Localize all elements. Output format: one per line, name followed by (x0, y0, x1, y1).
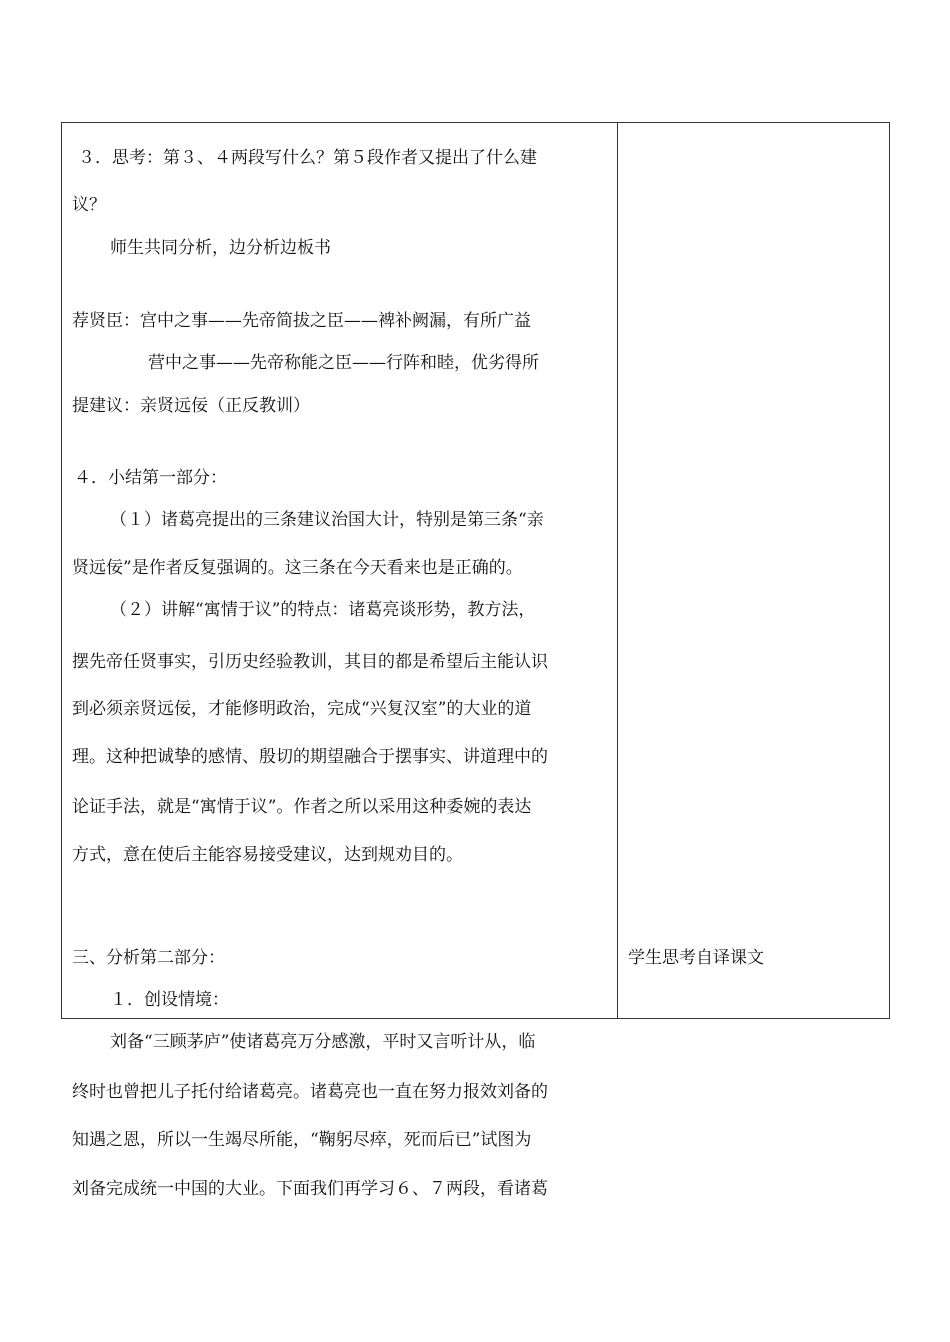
text-line: 荐贤臣：宫中之事——先帝简拔之臣——裨补阙漏，有所广益 (72, 311, 531, 331)
text-line: 知遇之恩，所以一生竭尽所能，“鞠躬尽瘁，死而后已”试图为 (72, 1130, 532, 1150)
student-activity-note: 学生思考自译课文 (628, 948, 764, 968)
text-line: 刘备完成统一中国的大业。下面我们再学习６、７两段，看诸葛 (72, 1179, 548, 1199)
text-line: （１）诸葛亮提出的三条建议治国大计，特别是第三条“亲 (110, 510, 544, 530)
text-line: 提建议：亲贤远佞（正反教训） (72, 396, 310, 416)
text-line: 终时也曾把儿子托付给诸葛亮。诸葛亮也一直在努力报效刘备的 (72, 1082, 548, 1102)
text-line: 方式，意在使后主能容易接受建议，达到规劝目的。 (72, 845, 463, 865)
text-line: 论证手法，就是“寓情于议”。作者之所以采用这种委婉的表达 (72, 797, 532, 817)
text-line: ３．思考：第３、４两段写什么？第５段作者又提出了什么建 (78, 148, 537, 168)
text-line: 师生共同分析，边分析边板书 (110, 238, 331, 258)
text-line: 理。这种把诚挚的感情、殷切的期望融合于摆事实、讲道理中的 (72, 747, 548, 767)
text-line: 刘备“三顾茅庐”使诸葛亮万分感激，平时又言听计从，临 (110, 1032, 536, 1052)
text-line: 营中之事——先帝称能之臣——行阵和睦，优劣得所 (148, 353, 539, 373)
text-line: 到必须亲贤远佞，才能修明政治，完成“兴复汉室”的大业的道 (72, 699, 532, 719)
text-line: 三、分析第二部分： (72, 948, 225, 968)
text-line: （２）讲解“寓情于议”的特点：诸葛亮谈形势，教方法， (110, 600, 536, 620)
text-line: 议？ (72, 195, 106, 215)
text-line: ４．小结第一部分： (74, 468, 227, 488)
column-divider (617, 122, 618, 1019)
text-line: 摆先帝任贤事实，引历史经验教训，其目的都是希望后主能认识 (72, 652, 548, 672)
text-line: 贤远佞”是作者反复强调的。这三条在今天看来也是正确的。 (72, 558, 523, 578)
text-line: １．创设情境： (110, 990, 229, 1010)
